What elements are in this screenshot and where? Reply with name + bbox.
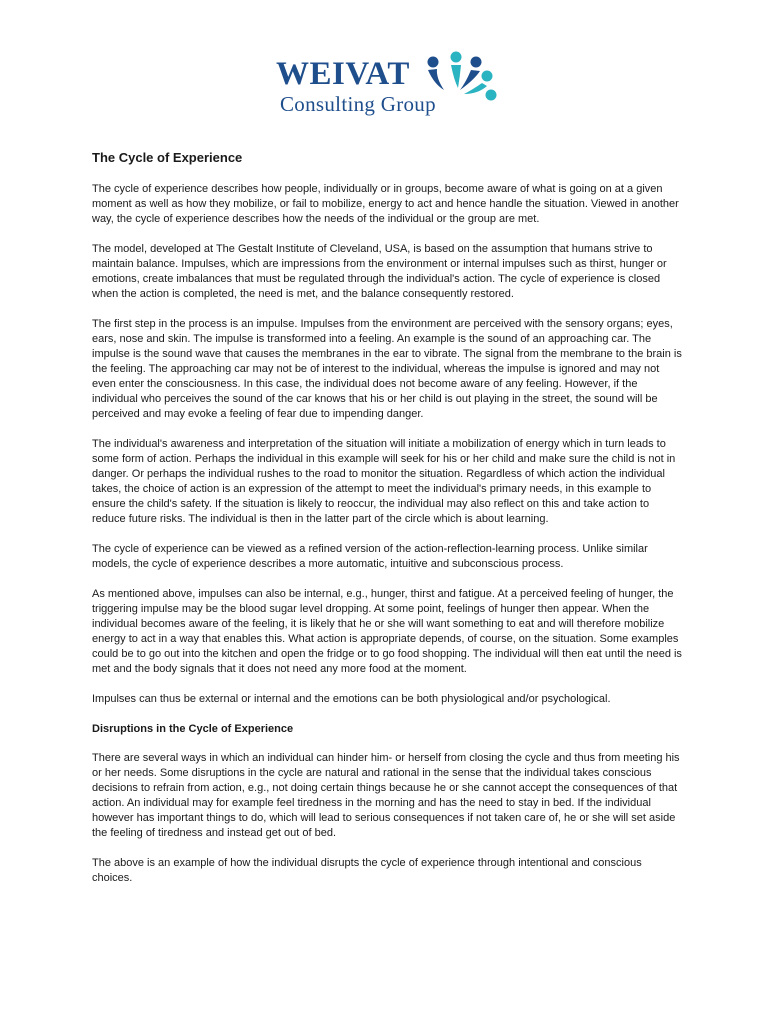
paragraph: Impulses can thus be external or internal and the emotions can be both physiological and/or psychological.: [92, 693, 611, 705]
document-body: [92, 150, 682, 901]
paragraph: The above is an example of how the individual disrupts the cycle of experience through intentional and conscious choices.: [92, 857, 642, 884]
section-heading: Disruptions in the Cycle of Experience: [92, 723, 294, 735]
logo-subtitle: Consulting Group: [280, 92, 436, 116]
paragraph: The model, developed at The Gestalt Institute of Cleveland, USA, is based on the assumption that humans strive to maintain balance. Impulses, which are impressions from the environment or internal impulses such as thirst, hunger or emotions, create imbalances that must be regulated through the individual's action. The cycle of experience is closed when the action is completed, the need is met, and the balance consequently restored.: [92, 243, 667, 300]
logo-wordmark: WEIVAT: [276, 56, 410, 92]
company-logo: [276, 50, 502, 120]
paragraph: The cycle of experience describes how people, individually or in groups, become aware of what is going on at a given moment as well as how they mobilize, or fail to mobilize, energy to act and hence handle the situation. Viewed in another way, the cycle of experience describes how the needs of the individual or the group are met.: [92, 183, 679, 225]
paragraph: The cycle of experience can be viewed as a refined version of the action-reflection-learning process. Unlike similar models, the cycle of experience describes a more automatic, intuitive and subconscious process.: [92, 543, 648, 570]
paragraph: There are several ways in which an individual can hinder him- or herself from closing the cycle and thus from meeting his or her needs. Some disruptions in the cycle are natural and rational in the sense that the individual takes conscious decisions to refrain from action, e.g., not doing certain things because he or she cannot accept the consequences of that action. An individual may for example feel tiredness in the morning and has the need to stay in bed. If the individual however has important things to do, which will lead to serious consequences if not taken care of, he or she will set aside the feeling of tiredness and instead get out of bed.: [92, 752, 680, 839]
document-title: The Cycle of Experience: [92, 150, 243, 165]
paragraph: As mentioned above, impulses can also be internal, e.g., hunger, thirst and fatigue. At a perceived feeling of hunger, the triggering impulse may be the blood sugar level dropping. At some point, feelings of hunger then appear. When the individual becomes aware of the feeling, it is likely that he or she will want something to eat and will therefore mobilize energy to act in a way that enables this. What action is appropriate depends, of course, on the situation. Some examples could be to go out into the kitchen and open the fridge or to go food shopping. The individual will then eat until the need is met and the body signals that it does not need any more food at the moment.: [92, 588, 682, 675]
paragraph: The first step in the process is an impulse. Impulses from the environment are perceived with the sensory organs; eyes, ears, nose and skin. The impulse is transformed into a feeling. An example is the sound of an approaching car. The impulse is the sound wave that causes the membranes in the ear to vibrate. The signal from the membrane to the brain is the feeling. The approaching car may not be of interest to the individual, whereas the impulse is ignored and may not even enter the consciousness. In this case, the individual does not become aware of any feeling. However, if the individual who perceives the sound of the car knows that his or her child is out playing in the street, the sound will be perceived and may evoke a feeling of fear due to impending danger.: [92, 318, 682, 420]
paragraph: The individual's awareness and interpretation of the situation will initiate a mobilization of energy which in turn leads to some form of action. Perhaps the individual in this example will seek for his or her child and make sure the child is not in danger. Or perhaps the individual rushes to the road to monitor the situation. Regardless of which action the individual takes, the choice of action is an expression of the attempt to meet the individual's primary needs, in this example to ensure the child's safety. If the situation is likely to reoccur, the individual may also reflect on this and take action to reduce future risks. The individual is then in the latter part of the circle which is about learning.: [92, 438, 676, 525]
people-circle-icon: [424, 50, 502, 112]
